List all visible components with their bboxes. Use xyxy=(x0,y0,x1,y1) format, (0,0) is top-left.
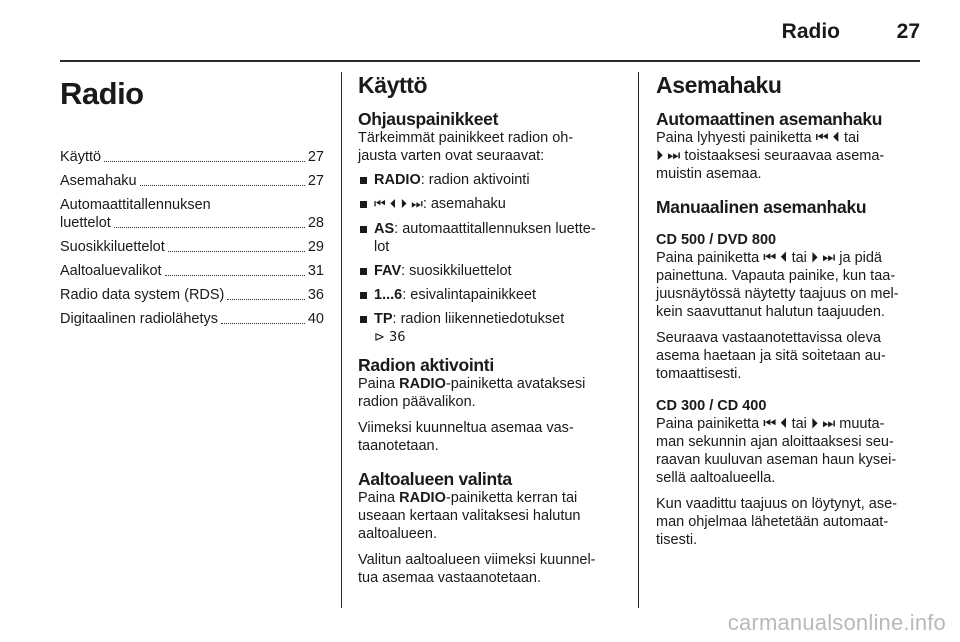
toc-entry[interactable]: Käyttö 27 xyxy=(60,149,324,165)
column-divider-1 xyxy=(341,72,342,608)
list-item: TP: radion liikennetiedotukset ⊳ 36 xyxy=(358,310,620,347)
activate-paragraph-2: Viimeksi kuunneltua asemaa vas- taanotetaan. xyxy=(358,420,574,454)
band-paragraph: Paina RADIO-painiketta kerran tai useaan kertaan valitaksesi halutun aaltoalueen. xyxy=(358,490,581,542)
controls-intro: Tärkeimmät painikkeet radion oh- jausta varten ovat seuraavat: xyxy=(358,130,574,164)
section-title-search: Asemahaku xyxy=(656,72,782,98)
toc-entry[interactable]: Radio data system (RDS) 36 xyxy=(60,287,324,303)
section-title-usage: Käyttö xyxy=(358,72,428,98)
toc-entry[interactable]: Asemahaku 27 xyxy=(60,173,324,189)
cd300-paragraph: Paina painiketta ⏮ ⏴ tai ⏵ ⏭ muuta- man sekunnin ajan aloittaaksesi seu- raavan kuuluvan aseman haun kysei- sellä aaltoalueella. xyxy=(656,416,897,486)
controls-heading: Ohjauspainikkeet xyxy=(358,109,499,129)
header-divider xyxy=(60,60,920,62)
watermark: carmanualsonline.info xyxy=(727,610,946,635)
band-heading: Aaltoalueen valinta xyxy=(358,469,512,489)
toc-column xyxy=(60,72,324,608)
toc-entry[interactable]: Suosikkiluettelot 29 xyxy=(60,239,324,255)
search-column xyxy=(656,72,920,608)
list-item: 1...6: esivalintapainikkeet xyxy=(358,286,620,304)
seek-buttons-icon: ⏮ ⏴ ⏵ ⏭ xyxy=(374,197,423,212)
controls-list xyxy=(358,171,620,347)
list-item: RADIO: radion aktivointi xyxy=(358,171,620,189)
cd500-paragraph-2: Seuraava vastaanotettavissa oleva asema haetaan ja sitä soitetaan au- tomaattisesti. xyxy=(656,330,886,382)
band-paragraph-2: Valitun aaltoalueen viimeksi kuunnel- tua asemaa vastaanotetaan. xyxy=(358,552,596,586)
list-item: ⏮ ⏴ ⏵ ⏭: asemahaku xyxy=(358,195,620,214)
toc-entry[interactable]: Aaltoaluevalikot 31 xyxy=(60,263,324,279)
activate-heading: Radion aktivointi xyxy=(358,355,494,375)
column-divider-2 xyxy=(638,72,639,608)
activate-paragraph: Paina RADIO-painiketta avataksesi radion päävalikon. xyxy=(358,376,586,410)
usage-column xyxy=(358,72,620,608)
list-item: FAV: suosikkiluettelot xyxy=(358,262,620,280)
cd300-paragraph-2: Kun vaadittu taajuus on löytynyt, ase- man ohjelmaa lähetetään automaat- tisesti. xyxy=(656,496,898,548)
page-header xyxy=(60,14,920,54)
toc-entry[interactable]: Automaattitallennuksen luettelot 28 xyxy=(60,197,324,231)
cd300-heading: CD 300 / CD 400 xyxy=(656,398,767,414)
auto-search-paragraph: Paina lyhyesti painiketta ⏮ ⏴ tai ⏵ ⏭ toistaaksesi seuraavaa asema- muistin asemaa. xyxy=(656,130,885,182)
manual-search-heading: Manuaalinen asemanhaku xyxy=(656,197,867,217)
header-page-number: 27 xyxy=(896,20,920,43)
auto-search-heading: Automaattinen asemanhaku xyxy=(656,109,883,129)
cd500-heading: CD 500 / DVD 800 xyxy=(656,232,777,248)
chapter-title: Radio xyxy=(60,76,144,111)
header-section-title: Radio xyxy=(781,20,840,43)
page-reference-link[interactable]: ⊳ 36 xyxy=(374,330,406,345)
list-item: AS: automaattitallennuksen luette- lot xyxy=(358,220,620,256)
toc-entry[interactable]: Digitaalinen radiolähetys 40 xyxy=(60,311,324,327)
table-of-contents xyxy=(60,148,324,328)
cd500-paragraph: Paina painiketta ⏮ ⏴ tai ⏵ ⏭ ja pidä painettuna. Vapauta painike, kun taa- juusnäytössä näytetty taajuus on mel- kein saavuttanut halutun taajuuden. xyxy=(656,250,899,320)
